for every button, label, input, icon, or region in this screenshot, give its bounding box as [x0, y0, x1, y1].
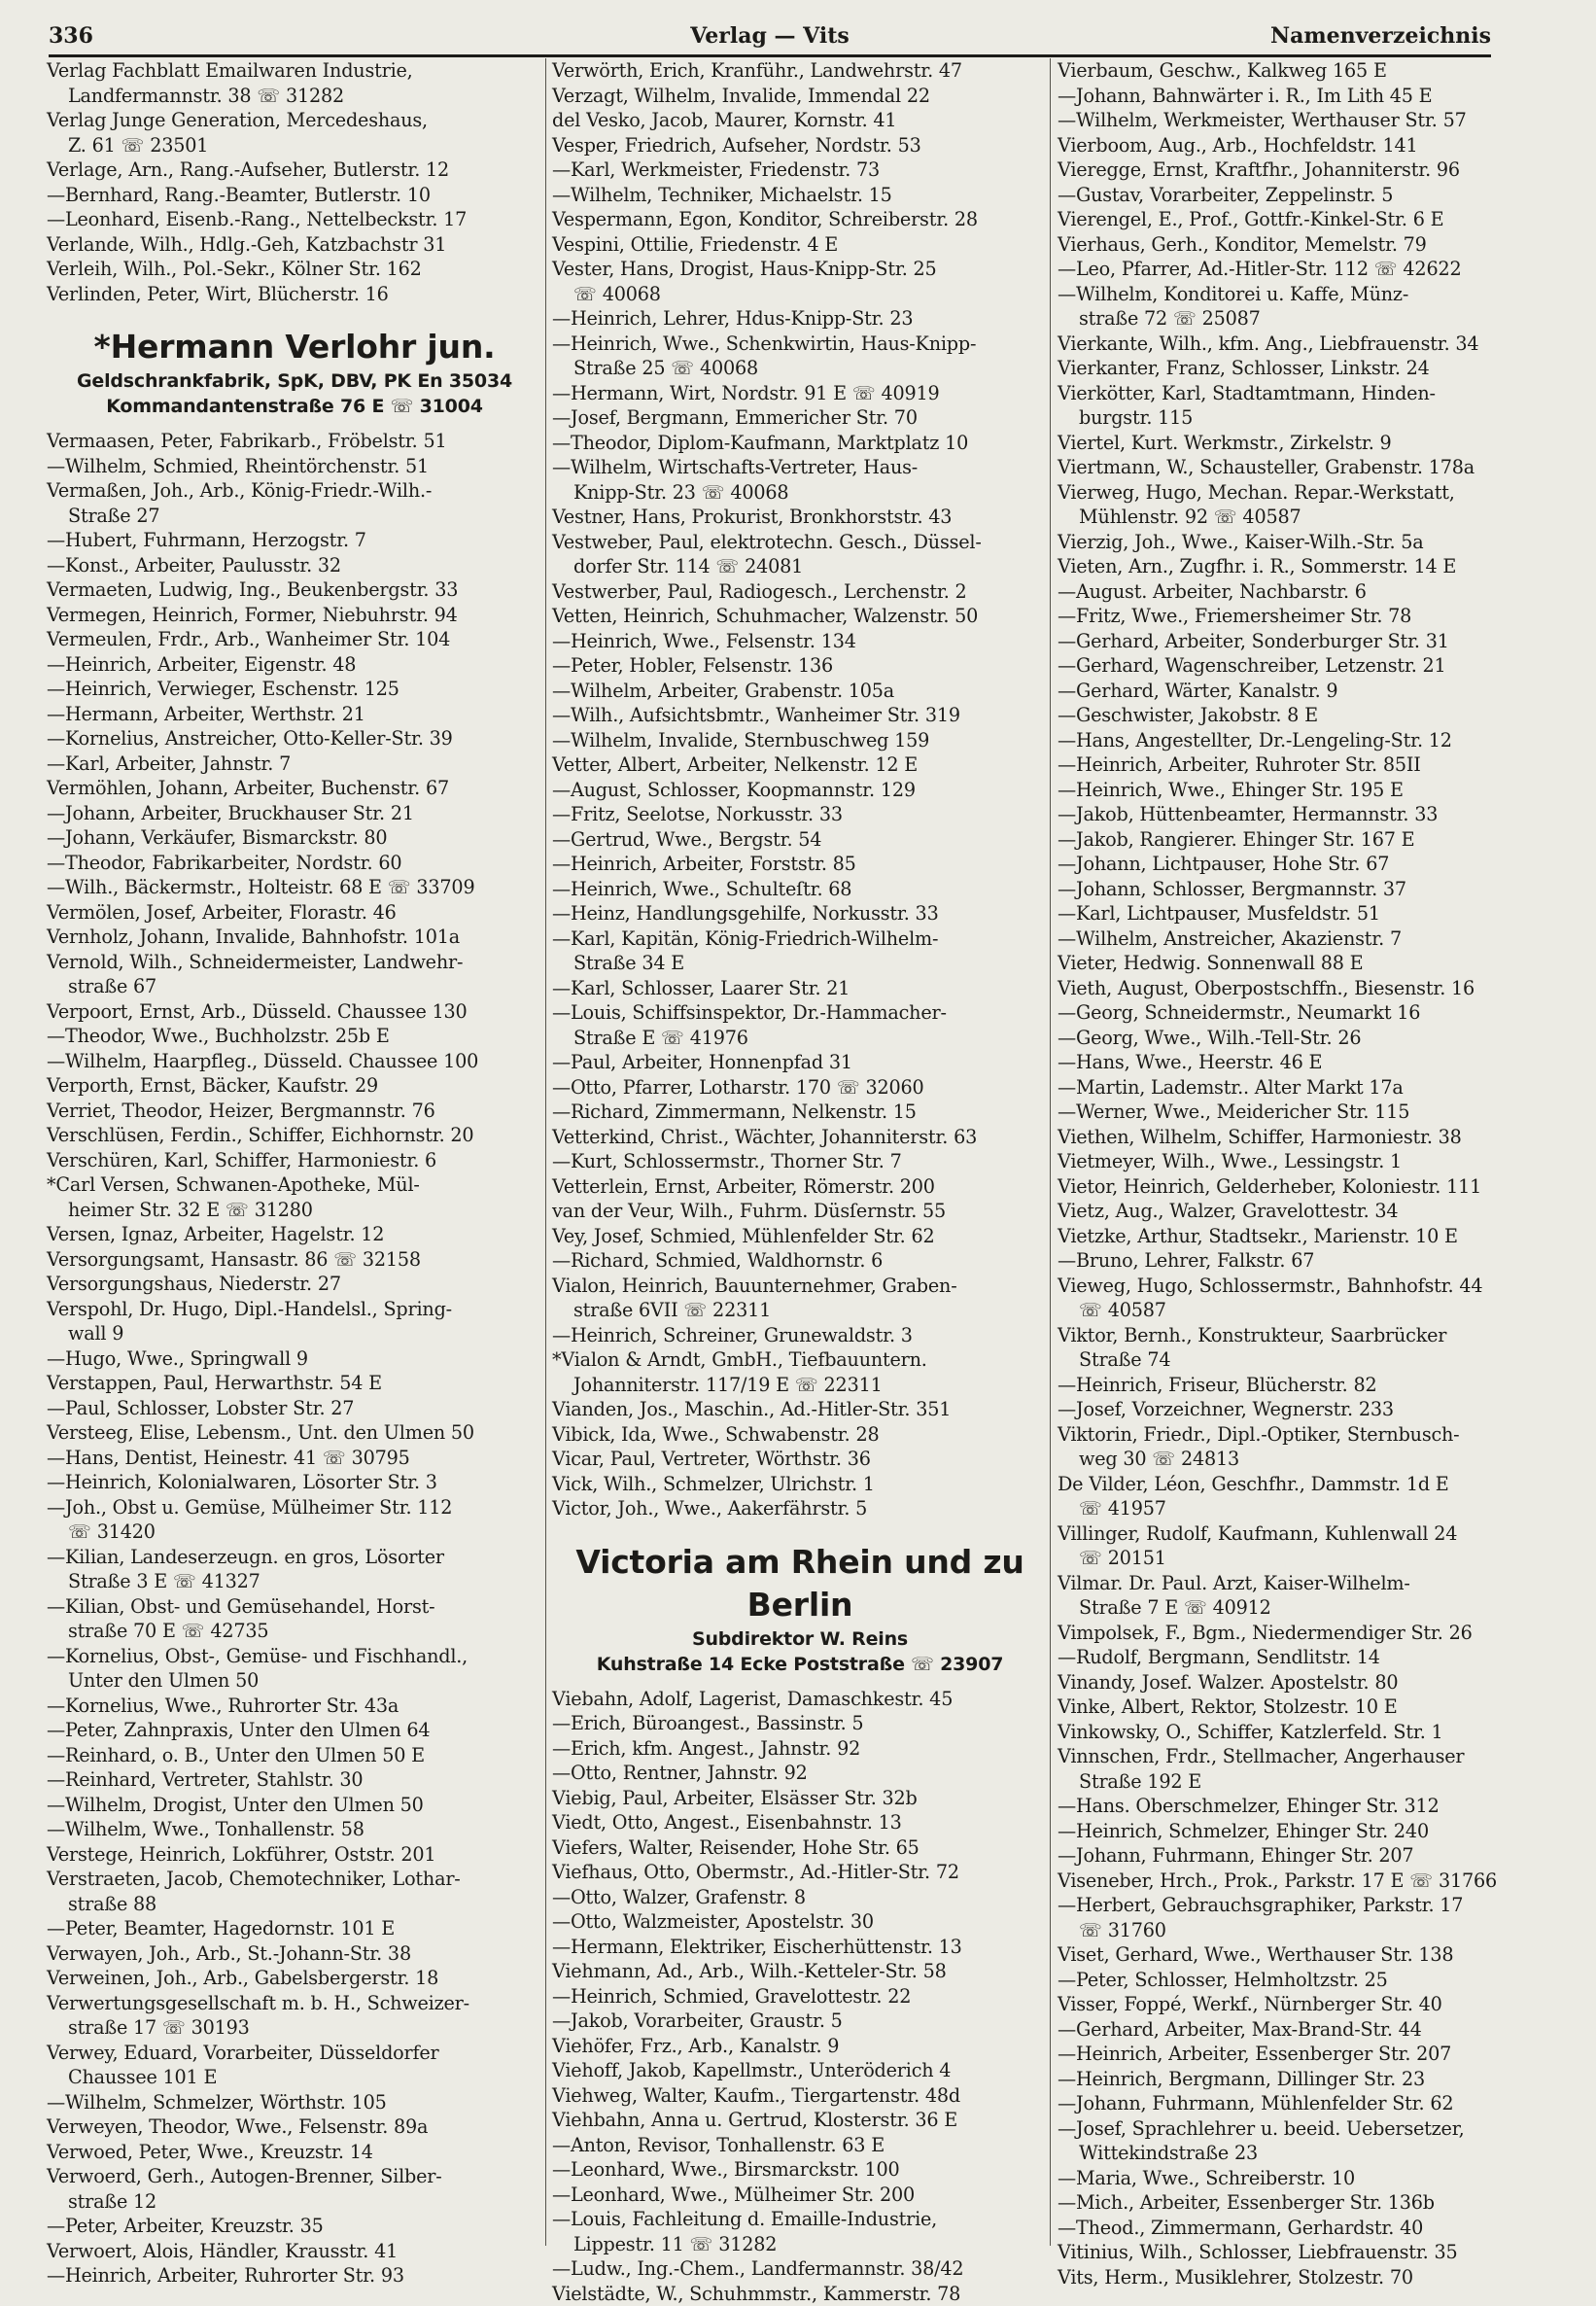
directory-entry: straße 6VII ☏ 22311 [552, 1298, 1048, 1323]
directory-entry: Unter den Ulmen 50 [47, 1668, 542, 1694]
directory-entry: —Theodor, Wwe., Buchholzstr. 25b E [47, 1024, 542, 1049]
directory-entry: —Heinrich, Friseur, Blücherstr. 82 [1058, 1373, 1544, 1398]
directory-entry: —Theodor, Diplom-Kaufmann, Marktplatz 10 [552, 431, 1048, 456]
directory-entry: Verwayen, Joh., Arb., St.-Johann-Str. 38 [47, 1941, 542, 1967]
directory-entry: Vieter, Hedwig. Sonnenwall 88 E [1058, 951, 1544, 976]
directory-entry: —Werner, Wwe., Meidericher Str. 115 [1058, 1100, 1544, 1125]
directory-entry: —Josef, Sprachlehrer u. beeid. Uebersetzer, [1058, 2116, 1544, 2142]
directory-entry: —Gustav, Vorarbeiter, Zeppelinstr. 5 [1058, 183, 1544, 208]
directory-entry: Vibick, Ida, Wwe., Schwabenstr. 28 [552, 1422, 1048, 1448]
directory-entry: —Heinrich, Kolonialwaren, Lösorter Str. 3 [47, 1470, 542, 1495]
directory-entry: Vierhaus, Gerh., Konditor, Memelstr. 79 [1058, 232, 1544, 258]
directory-entry: —Otto, Pfarrer, Lotharstr. 170 ☏ 32060 [552, 1075, 1048, 1101]
directory-entry: —Johann, Fuhrmann, Ehinger Str. 207 [1058, 1843, 1544, 1869]
section-title: Namenverzeichnis [1270, 19, 1491, 52]
directory-entry: —Fritz, Wwe., Friemersheimer Str. 78 [1058, 604, 1544, 629]
directory-entry: —Gertrud, Wwe., Bergstr. 54 [552, 827, 1048, 853]
directory-entry: —Kilian, Landeserzeugn. en gros, Lösorter [47, 1545, 542, 1570]
advertisement-address: Kommandantenstraße 76 E ☏ 31004 [47, 394, 542, 419]
directory-entry: Verlande, Wilh., Hdlg.-Geh, Katzbachstr 31 [47, 232, 542, 258]
directory-entry: —Heinrich, Verwieger, Eschenstr. 125 [47, 677, 542, 702]
directory-entry: Vetten, Heinrich, Schuhmacher, Walzenstr. 50 [552, 604, 1048, 629]
directory-entry: —Wilhelm, Haarpfleg., Düsseld. Chaussee 100 [47, 1049, 542, 1074]
directory-entry: Vesper, Friedrich, Aufseher, Nordstr. 53 [552, 133, 1048, 158]
directory-entry: Straße 34 E [552, 951, 1048, 976]
directory-entry: Verschüren, Karl, Schiffer, Harmoniestr. 6 [47, 1148, 542, 1173]
directory-entry: —Heinrich, Schreiner, Grunewaldstr. 3 [552, 1323, 1048, 1348]
directory-entry: Verwoed, Peter, Wwe., Kreuzstr. 14 [47, 2140, 542, 2165]
directory-entry: —Fritz, Seelotse, Norkusstr. 33 [552, 802, 1048, 827]
directory-entry: Vermeulen, Frdr., Arb., Wanheimer Str. 104 [47, 627, 542, 652]
directory-entry: —Paul, Arbeiter, Honnenpfad 31 [552, 1050, 1048, 1075]
directory-entry: Chaussee 101 E [47, 2065, 542, 2090]
directory-entry: Vierboom, Aug., Arb., Hochfeldstr. 141 [1058, 133, 1544, 158]
directory-entry: wall 9 [47, 1321, 542, 1346]
directory-entry: Verlag Junge Generation, Mercedeshaus, [47, 108, 542, 133]
directory-entry: Vinnschen, Frdr., Stellmacher, Angerhauser [1058, 1744, 1544, 1769]
directory-entry: Vierzig, Joh., Wwe., Kaiser-Wilh.-Str. 5a [1058, 530, 1544, 555]
directory-entry: —Hans. Oberschmelzer, Ehinger Str. 312 [1058, 1794, 1544, 1819]
directory-entry: —Louis, Schiffsinspektor, Dr.-Hammacher- [552, 1000, 1048, 1026]
advertisement [552, 1541, 1048, 1677]
directory-entry: Verriet, Theodor, Heizer, Bergmannstr. 76 [47, 1099, 542, 1124]
directory-entry: Vick, Wilh., Schmelzer, Ulrichstr. 1 [552, 1472, 1048, 1497]
directory-entry: Viktor, Bernh., Konstrukteur, Saarbrücker [1058, 1323, 1544, 1348]
directory-entry: Vietmeyer, Wilh., Wwe., Lessingstr. 1 [1058, 1149, 1544, 1174]
directory-entry: Z. 61 ☏ 23501 [47, 133, 542, 158]
directory-entry: Victor, Joh., Wwe., Aakerfährstr. 5 [552, 1496, 1048, 1521]
directory-entry: —Wilhelm, Invalide, Sternbuschweg 159 [552, 728, 1048, 753]
directory-entry: Vermölen, Josef, Arbeiter, Florastr. 46 [47, 900, 542, 926]
directory-entry: Verwey, Eduard, Vorarbeiter, Düsseldorfer [47, 2041, 542, 2066]
directory-entry: —Heinrich, Wwe., Schulteſtr. 68 [552, 877, 1048, 902]
directory-entry: —Gerhard, Arbeiter, Sonderburger Str. 31 [1058, 629, 1544, 654]
directory-entry: straße 88 [47, 1892, 542, 1917]
directory-entry: —Hermann, Elektriker, Eischerhüttenstr. 13 [552, 1935, 1048, 1960]
directory-entry: Vey, Josef, Schmied, Mühlenfelder Str. 62 [552, 1224, 1048, 1249]
directory-entry: —Heinrich, Arbeiter, Forststr. 85 [552, 852, 1048, 877]
directory-entry: —Rudolf, Bergmann, Sendlitstr. 14 [1058, 1645, 1544, 1670]
directory-entry: Mühlenstr. 92 ☏ 40587 [1058, 505, 1544, 530]
directory-entry: Versteeg, Elise, Lebensm., Unt. den Ulmen 50 [47, 1420, 542, 1446]
directory-entry: —Kornelius, Wwe., Ruhrorter Str. 43a [47, 1694, 542, 1719]
directory-entry: Vermegen, Heinrich, Former, Niebuhrstr. 94 [47, 603, 542, 628]
directory-entry: Verweyen, Theodor, Wwe., Felsenstr. 89a [47, 2114, 542, 2140]
directory-entry: —August, Schlosser, Koopmannstr. 129 [552, 778, 1048, 803]
directory-entry: Viseneber, Hrch., Prok., Parkstr. 17 E ☏ 31766 [1058, 1869, 1544, 1894]
directory-entry: Viktorin, Friedr., Dipl.-Optiker, Sternbusch- [1058, 1422, 1544, 1448]
directory-entry: —Anton, Revisor, Tonhallenstr. 63 E [552, 2133, 1048, 2158]
directory-entry: del Vesko, Jacob, Maurer, Kornstr. 41 [552, 108, 1048, 133]
column-divider [545, 58, 546, 2246]
directory-entry: Viehbahn, Anna u. Gertrud, Klosterstr. 36 E [552, 2108, 1048, 2133]
directory-entry: —Joh., Obst u. Gemüse, Mülheimer Str. 112 [47, 1495, 542, 1520]
directory-entry: —Heinrich, Arbeiter, Essenberger Str. 207 [1058, 2042, 1544, 2067]
directory-entry: —Leonhard, Eisenb.-Rang., Nettelbeckstr. 17 [47, 207, 542, 232]
directory-entry: —Johann, Bahnwärter i. R., Im Lith 45 E [1058, 84, 1544, 109]
directory-entry: —Karl, Werkmeister, Friedenstr. 73 [552, 157, 1048, 183]
directory-entry: ☏ 31760 [1058, 1918, 1544, 1943]
directory-entry: —Heinrich, Wwe., Schenkwirtin, Haus-Knipp- [552, 332, 1048, 357]
directory-entry: —Hermann, Wirt, Nordstr. 91 E ☏ 40919 [552, 381, 1048, 406]
directory-entry: Vierengel, E., Prof., Gottfr.-Kinkel-Str. 6 E [1058, 207, 1544, 232]
directory-entry: —Wilhelm, Wirtschafts-Vertreter, Haus- [552, 455, 1048, 480]
directory-entry: —Gerhard, Wärter, Kanalstr. 9 [1058, 679, 1544, 704]
directory-entry: Knipp-Str. 23 ☏ 40068 [552, 480, 1048, 506]
directory-entry: —Heinrich, Wwe., Felsenstr. 134 [552, 629, 1048, 654]
directory-entry: —Leonhard, Wwe., Mülheimer Str. 200 [552, 2183, 1048, 2208]
directory-entry: ☏ 41957 [1058, 1496, 1544, 1521]
directory-entry: —Reinhard, o. B., Unter den Ulmen 50 E [47, 1743, 542, 1768]
directory-entry: ☏ 40587 [1058, 1298, 1544, 1323]
directory-entry: —Jakob, Rangierer. Ehinger Str. 167 E [1058, 827, 1544, 853]
directory-entry: Viehmann, Ad., Arb., Wilh.-Ketteler-Str. 58 [552, 1959, 1048, 1984]
directory-entry: —Karl, Schlosser, Laarer Str. 21 [552, 976, 1048, 1001]
directory-entry: Vicar, Paul, Vertreter, Wörthstr. 36 [552, 1447, 1048, 1472]
directory-entry: —Georg, Schneidermstr., Neumarkt 16 [1058, 1000, 1544, 1026]
directory-entry: Vietor, Heinrich, Gelderheber, Koloniestr. 111 [1058, 1174, 1544, 1200]
directory-entry: Vetter, Albert, Arbeiter, Nelkenstr. 12 E [552, 752, 1048, 778]
directory-entry: straße 67 [47, 974, 542, 999]
directory-entry: —Bruno, Lehrer, Falkstr. 67 [1058, 1248, 1544, 1274]
directory-entry: Verwörth, Erich, Kranführ., Landwehrstr. 47 [552, 58, 1048, 84]
directory-entry: Vinkowsky, O., Schiffer, Katzlerfeld. Str. 1 [1058, 1720, 1544, 1745]
directory-entry: —Erich, Büroangest., Bassinstr. 5 [552, 1711, 1048, 1736]
directory-entry: Straße 7 E ☏ 40912 [1058, 1595, 1544, 1621]
directory-entry: Vierkötter, Karl, Stadtamtmann, Hinden- [1058, 381, 1544, 406]
directory-entry: Verpoort, Ernst, Arb., Düsseld. Chaussee 130 [47, 999, 542, 1025]
directory-entry: —Peter, Hobler, Felsenstr. 136 [552, 653, 1048, 679]
directory-entry: —Heinrich, Wwe., Ehinger Str. 195 E [1058, 778, 1544, 803]
directory-entry: Landfermannstr. 38 ☏ 31282 [47, 84, 542, 109]
directory-entry: Viefers, Walter, Reisender, Hohe Str. 65 [552, 1835, 1048, 1861]
directory-entry: —Geschwister, Jakobstr. 8 E [1058, 703, 1544, 728]
directory-entry: —Paul, Schlosser, Lobster Str. 27 [47, 1396, 542, 1421]
directory-entry: —Johann, Schlosser, Bergmannstr. 37 [1058, 877, 1544, 902]
directory-entry: —Wilhelm, Schmied, Rheintörchenstr. 51 [47, 454, 542, 479]
directory-entry: —Konst., Arbeiter, Paulusstr. 32 [47, 553, 542, 578]
directory-entry: —Heinrich, Schmelzer, Ehinger Str. 240 [1058, 1819, 1544, 1844]
directory-entry: Vielstädte, W., Schuhmmstr., Kammerstr. 78 [552, 2282, 1048, 2306]
directory-entry: —Herbert, Gebrauchsgraphiker, Parkstr. 17 [1058, 1893, 1544, 1918]
directory-entry: Vierweg, Hugo, Mechan. Repar.-Werkstatt, [1058, 480, 1544, 506]
directory-entry: —Maria, Wwe., Schreiberstr. 10 [1058, 2166, 1544, 2191]
directory-entry: —Peter, Arbeiter, Kreuzstr. 35 [47, 2214, 542, 2239]
directory-entry: —Karl, Lichtpauser, Musfeldstr. 51 [1058, 901, 1544, 926]
directory-entry: —Mich., Arbeiter, Essenberger Str. 136b [1058, 2190, 1544, 2216]
directory-entry: Vestner, Hans, Prokurist, Bronkhorststr. 43 [552, 505, 1048, 530]
directory-entry: Verschlüsen, Ferdin., Schiffer, Eichhornstr. 20 [47, 1123, 542, 1148]
directory-entry: Verstege, Heinrich, Lokführer, Oststr. 201 [47, 1842, 542, 1868]
column-1 [47, 58, 542, 2246]
directory-entry: Vialon, Heinrich, Bauunternehmer, Graben- [552, 1274, 1048, 1299]
directory-entry: —Heinz, Handlungsgehilfe, Norkusstr. 33 [552, 901, 1048, 926]
directory-entry: —Heinrich, Arbeiter, Eigenstr. 48 [47, 652, 542, 678]
directory-entry: —Hans, Angestellter, Dr.-Lengeling-Str. 12 [1058, 728, 1544, 753]
directory-entry: ☏ 40068 [552, 282, 1048, 307]
advertisement-title: Victoria am Rhein und zu Berlin [552, 1541, 1048, 1626]
directory-entry: —Kilian, Obst- und Gemüsehandel, Horst- [47, 1594, 542, 1620]
directory-entry: —Wilhelm, Drogist, Unter den Ulmen 50 [47, 1793, 542, 1818]
column-divider [1050, 58, 1051, 2246]
directory-entry: Verlinden, Peter, Wirt, Blücherstr. 16 [47, 282, 542, 307]
directory-entry: —Gerhard, Arbeiter, Max-Brand-Str. 44 [1058, 2017, 1544, 2043]
directory-entry: Vermaasen, Peter, Fabrikarb., Fröbelstr. 51 [47, 429, 542, 454]
directory-entry: —Wilhelm, Arbeiter, Grabenstr. 105a [552, 679, 1048, 704]
directory-entry: —Louis, Fachleitung d. Emaille-Industrie, [552, 2207, 1048, 2232]
directory-entry: Verleih, Wilh., Pol.-Sekr., Kölner Str. 162 [47, 257, 542, 282]
page-number: 336 [49, 19, 93, 52]
advertisement-subtitle: Geldschrankfabrik, SpK, DBV, PK En 35034 [47, 368, 542, 394]
advertisement-address: Kuhstraße 14 Ecke Poststraße ☏ 23907 [552, 1652, 1048, 1677]
directory-entry: Vitinius, Wilh., Schlosser, Liebfrauenstr. 35 [1058, 2240, 1544, 2265]
directory-entry: —Erich, kfm. Angest., Jahnstr. 92 [552, 1736, 1048, 1762]
directory-entry: —Hans, Dentist, Heinestr. 41 ☏ 30795 [47, 1446, 542, 1471]
directory-entry: Vilmar. Dr. Paul. Arzt, Kaiser-Wilhelm- [1058, 1571, 1544, 1596]
directory-entry: —Otto, Walzmeister, Apostelstr. 30 [552, 1909, 1048, 1935]
directory-entry: Verstraeten, Jacob, Chemotechniker, Lothar- [47, 1867, 542, 1892]
directory-entry: straße 70 E ☏ 42735 [47, 1619, 542, 1644]
directory-entry: Vieth, August, Oberpostschffn., Biesenstr. 16 [1058, 976, 1544, 1001]
directory-entry: ☏ 20151 [1058, 1546, 1544, 1571]
directory-entry: Vernholz, Johann, Invalide, Bahnhofstr. 101a [47, 925, 542, 950]
directory-entry: —Wilhelm, Konditorei u. Kaffe, Münz- [1058, 282, 1544, 307]
directory-entry: —Hans, Wwe., Heerstr. 46 E [1058, 1050, 1544, 1075]
directory-entry: —Josef, Vorzeichner, Wegnerstr. 233 [1058, 1397, 1544, 1422]
directory-entry: Verwoerd, Gerh., Autogen-Brenner, Silber- [47, 2164, 542, 2189]
directory-entry: —Martin, Lademstr.. Alter Markt 17a [1058, 1075, 1544, 1101]
directory-entry: heimer Str. 32 E ☏ 31280 [47, 1198, 542, 1223]
directory-entry: Viehoff, Jakob, Kapellmstr., Unteröderich 4 [552, 2058, 1048, 2083]
directory-entry: ☏ 31420 [47, 1520, 542, 1545]
directory-entry: —Heinrich, Lehrer, Hdus-Knipp-Str. 23 [552, 306, 1048, 332]
directory-entry: Verzagt, Wilhelm, Invalide, Immendal 22 [552, 84, 1048, 109]
directory-entry: Visser, Foppé, Werkf., Nürnberger Str. 40 [1058, 1992, 1544, 2017]
directory-entry: Straße 192 E [1058, 1769, 1544, 1795]
directory-entry: —Otto, Rentner, Jahnstr. 92 [552, 1761, 1048, 1786]
directory-entry: Viethen, Wilhelm, Schiffer, Harmoniestr. 38 [1058, 1125, 1544, 1150]
directory-entry: Vermöhlen, Johann, Arbeiter, Buchenstr. 67 [47, 776, 542, 801]
directory-entry: —Richard, Zimmermann, Nelkenstr. 15 [552, 1100, 1048, 1125]
directory-entry: De Vilder, Léon, Geschfhr., Dammstr. 1d E [1058, 1472, 1544, 1497]
directory-entry: Lippestr. 11 ☏ 31282 [552, 2232, 1048, 2257]
directory-entry: —Wilhelm, Wwe., Tonhallenstr. 58 [47, 1817, 542, 1842]
directory-entry: Vinke, Albert, Rektor, Stolzestr. 10 E [1058, 1695, 1544, 1720]
directory-entry: —Kornelius, Anstreicher, Otto-Keller-Str. 39 [47, 726, 542, 751]
directory-entry: Versorgungshaus, Niederstr. 27 [47, 1272, 542, 1297]
directory-entry: Viset, Gerhard, Wwe., Werthauser Str. 138 [1058, 1942, 1544, 1968]
directory-entry: —Heinrich, Schmied, Gravelottestr. 22 [552, 1984, 1048, 2009]
directory-entry: Vespini, Ottilie, Friedenstr. 4 E [552, 232, 1048, 258]
directory-entry: Viebahn, Adolf, Lagerist, Damaschkestr. 45 [552, 1687, 1048, 1712]
directory-entry: —Kurt, Schlossermstr., Thorner Str. 7 [552, 1149, 1048, 1174]
directory-entry: Vieweg, Hugo, Schlossermstr., Bahnhofstr. 44 [1058, 1274, 1544, 1299]
directory-entry: straße 17 ☏ 30193 [47, 2015, 542, 2041]
directory-entry: Verporth, Ernst, Bäcker, Kaufstr. 29 [47, 1073, 542, 1099]
directory-entry: —Peter, Zahnpraxis, Unter den Ulmen 64 [47, 1718, 542, 1743]
directory-entry: Vermaßen, Joh., Arb., König-Friedr.-Wilh.- [47, 478, 542, 504]
directory-entry: Vits, Herm., Musiklehrer, Stolzestr. 70 [1058, 2265, 1544, 2290]
directory-entry: burgstr. 115 [1058, 405, 1544, 431]
advertisement-subtitle: Subdirektor W. Reins [552, 1626, 1048, 1652]
directory-entry: —Leonhard, Wwe., Birsmarckstr. 100 [552, 2157, 1048, 2183]
directory-entry: —Wilhelm, Techniker, Michaelstr. 15 [552, 183, 1048, 208]
directory-entry: straße 12 [47, 2189, 542, 2215]
directory-entry: —Leo, Pfarrer, Ad.-Hitler-Str. 112 ☏ 42622 [1058, 257, 1544, 282]
directory-entry: Vieten, Arn., Zugfhr. i. R., Sommerstr. 14 E [1058, 554, 1544, 579]
directory-entry: —August. Arbeiter, Nachbarstr. 6 [1058, 579, 1544, 605]
directory-entry: Vestweber, Paul, elektrotechn. Gesch., Düssel- [552, 530, 1048, 555]
directory-entry: Straße E ☏ 41976 [552, 1026, 1048, 1051]
directory-entry: —Karl, Kapitän, König-Friedrich-Wilhelm- [552, 926, 1048, 952]
directory-entry: —Johann, Verkäufer, Bismarckstr. 80 [47, 825, 542, 851]
directory-entry: Vieregge, Ernst, Kraftfhr., Johanniterstr. 96 [1058, 157, 1544, 183]
advertisement-title: *Hermann Verlohr jun. [47, 326, 542, 368]
directory-entry: —Otto, Walzer, Grafenstr. 8 [552, 1885, 1048, 1910]
directory-entry: Verlag Fachblatt Emailwaren Industrie, [47, 58, 542, 84]
directory-entry: Verwertungsgesellschaft m. b. H., Schweizer- [47, 1991, 542, 2016]
directory-entry: Vinandy, Josef. Walzer. Apostelstr. 80 [1058, 1670, 1544, 1695]
directory-entry: Viebig, Paul, Arbeiter, Elsässer Str. 32b [552, 1786, 1048, 1811]
directory-entry: Verwoert, Alois, Händler, Krausstr. 41 [47, 2239, 542, 2264]
directory-entry: Viehweg, Walter, Kaufm., Tiergartenstr. 48d [552, 2083, 1048, 2109]
directory-entry: —Johann, Fuhrmann, Mühlenfelder Str. 62 [1058, 2091, 1544, 2116]
advertisement [47, 326, 542, 419]
directory-entry: Vianden, Jos., Maschin., Ad.-Hitler-Str. 351 [552, 1397, 1048, 1422]
directory-entry: Straße 25 ☏ 40068 [552, 356, 1048, 381]
directory-entry: Vietzke, Arthur, Stadtsekr., Marienstr. 10 E [1058, 1224, 1544, 1249]
page-header [49, 19, 1491, 57]
directory-entry: Vierbaum, Geschw., Kalkweg 165 E [1058, 58, 1544, 84]
directory-entry: Verlage, Arn., Rang.-Aufseher, Butlerstr. 12 [47, 157, 542, 183]
directory-entry: Viedt, Otto, Angest., Eisenbahnstr. 13 [552, 1810, 1048, 1835]
directory-entry: —Bernhard, Rang.-Beamter, Butlerstr. 10 [47, 183, 542, 208]
directory-entry: —Peter, Schlosser, Helmholtzstr. 25 [1058, 1968, 1544, 1993]
directory-entry: —Karl, Arbeiter, Jahnstr. 7 [47, 751, 542, 777]
directory-entry: —Reinhard, Vertreter, Stahlstr. 30 [47, 1767, 542, 1793]
directory-entry: Vierkanter, Franz, Schlosser, Linkstr. 24 [1058, 356, 1544, 381]
directory-entry: Verweinen, Joh., Arb., Gabelsbergerstr. 18 [47, 1966, 542, 1991]
directory-entry: dorfer Str. 114 ☏ 24081 [552, 554, 1048, 579]
directory-entry: —Wilhelm, Anstreicher, Akazienstr. 7 [1058, 926, 1544, 952]
directory-entry: —Richard, Schmied, Waldhornstr. 6 [552, 1248, 1048, 1274]
directory-entry: Johanniterstr. 117/19 E ☏ 22311 [552, 1373, 1048, 1398]
page-title: Verlag — Vits [49, 19, 1491, 52]
column-2 [552, 58, 1048, 2246]
directory-entry: *Carl Versen, Schwanen-Apotheke, Mül- [47, 1172, 542, 1198]
directory-entry: —Georg, Wwe., Wilh.-Tell-Str. 26 [1058, 1026, 1544, 1051]
directory-entry: —Hugo, Wwe., Springwall 9 [47, 1346, 542, 1372]
directory-entry: —Theod., Zimmermann, Gerhardstr. 40 [1058, 2216, 1544, 2241]
directory-entry: —Johann, Arbeiter, Bruckhauser Str. 21 [47, 801, 542, 826]
directory-entry: —Theodor, Fabrikarbeiter, Nordstr. 60 [47, 851, 542, 876]
directory-entry: Straße 27 [47, 504, 542, 529]
directory-entry: Vimpolsek, F., Bgm., Niedermendiger Str. 26 [1058, 1621, 1544, 1646]
directory-entry: —Heinrich, Arbeiter, Ruhrorter Str. 93 [47, 2263, 542, 2289]
directory-entry: Vester, Hans, Drogist, Haus-Knipp-Str. 25 [552, 257, 1048, 282]
directory-entry: —Gerhard, Wagenschreiber, Letzenstr. 21 [1058, 653, 1544, 679]
directory-entry: Viehöfer, Frz., Arb., Kanalstr. 9 [552, 2034, 1048, 2059]
column-3 [1058, 58, 1544, 2246]
directory-entry: Straße 74 [1058, 1347, 1544, 1373]
directory-entry: Vetterlein, Ernst, Arbeiter, Römerstr. 200 [552, 1174, 1048, 1200]
directory-entry: —Johann, Lichtpauser, Hohe Str. 67 [1058, 852, 1544, 877]
directory-entry: —Jakob, Hüttenbeamter, Hermannstr. 33 [1058, 802, 1544, 827]
directory-entry: —Wilh., Aufsichtsbmtr., Wanheimer Str. 319 [552, 703, 1048, 728]
directory-entry: Vespermann, Egon, Konditor, Schreiberstr. 28 [552, 207, 1048, 232]
directory-entry: weg 30 ☏ 24813 [1058, 1447, 1544, 1472]
directory-entry: —Kornelius, Obst-, Gemüse- und Fischhandl., [47, 1644, 542, 1669]
directory-entry: —Hermann, Arbeiter, Werthstr. 21 [47, 702, 542, 727]
directory-entry: Viefhaus, Otto, Obermstr., Ad.-Hitler-Str. 72 [552, 1860, 1048, 1885]
directory-entry: Vetterkind, Christ., Wächter, Johanniterstr. 63 [552, 1125, 1048, 1150]
directory-entry: Vermaeten, Ludwig, Ing., Beukenbergstr. 33 [47, 577, 542, 603]
directory-entry: —Wilh., Bäckermstr., Holteistr. 68 E ☏ 33709 [47, 875, 542, 900]
directory-entry: Verstappen, Paul, Herwarthstr. 54 E [47, 1371, 542, 1396]
directory-entry: Vierkante, Wilh., kfm. Ang., Liebfrauenstr. 34 [1058, 332, 1544, 357]
directory-entry: Vestwerber, Paul, Radiogesch., Lerchenstr. 2 [552, 579, 1048, 605]
directory-entry: Versen, Ignaz, Arbeiter, Hagelstr. 12 [47, 1222, 542, 1247]
directory-entry: straße 72 ☏ 25087 [1058, 306, 1544, 332]
directory-entry: Vernold, Wilh., Schneidermeister, Landwehr- [47, 950, 542, 975]
directory-entry: van der Veur, Wilh., Fuhrm. Düsſernstr. 55 [552, 1199, 1048, 1224]
directory-entry: —Hubert, Fuhrmann, Herzogstr. 7 [47, 528, 542, 553]
directory-entry: —Josef, Bergmann, Emmericher Str. 70 [552, 405, 1048, 431]
directory-entry: —Heinrich, Bergmann, Dillinger Str. 23 [1058, 2067, 1544, 2092]
directory-entry: Verspohl, Dr. Hugo, Dipl.-Handelsl., Spring- [47, 1297, 542, 1322]
directory-entry: Viertmann, W., Schausteller, Grabenstr. 178a [1058, 455, 1544, 480]
directory-entry: Villinger, Rudolf, Kaufmann, Kuhlenwall 24 [1058, 1521, 1544, 1547]
directory-entry: —Heinrich, Arbeiter, Ruhroter Str. 85II [1058, 752, 1544, 778]
directory-entry: —Jakob, Vorarbeiter, Graustr. 5 [552, 2009, 1048, 2034]
directory-entry: Viertel, Kurt. Werkmstr., Zirkelstr. 9 [1058, 431, 1544, 456]
directory-entry: —Peter, Beamter, Hagedornstr. 101 E [47, 1916, 542, 1941]
directory-entry: *Vialon & Arndt, GmbH., Tiefbauuntern. [552, 1347, 1048, 1373]
directory-entry: —Ludw., Ing.-Chem., Landfermannstr. 38/42 [552, 2256, 1048, 2282]
directory-entry: Straße 3 E ☏ 41327 [47, 1569, 542, 1594]
directory-entry: Versorgungsamt, Hansastr. 86 ☏ 32158 [47, 1247, 542, 1273]
directory-entry: —Wilhelm, Schmelzer, Wörthstr. 105 [47, 2090, 542, 2115]
directory-entry: Vietz, Aug., Walzer, Gravelottestr. 34 [1058, 1199, 1544, 1224]
directory-entry: Wittekindstraße 23 [1058, 2141, 1544, 2166]
directory-entry: —Wilhelm, Werkmeister, Werthauser Str. 57 [1058, 108, 1544, 133]
